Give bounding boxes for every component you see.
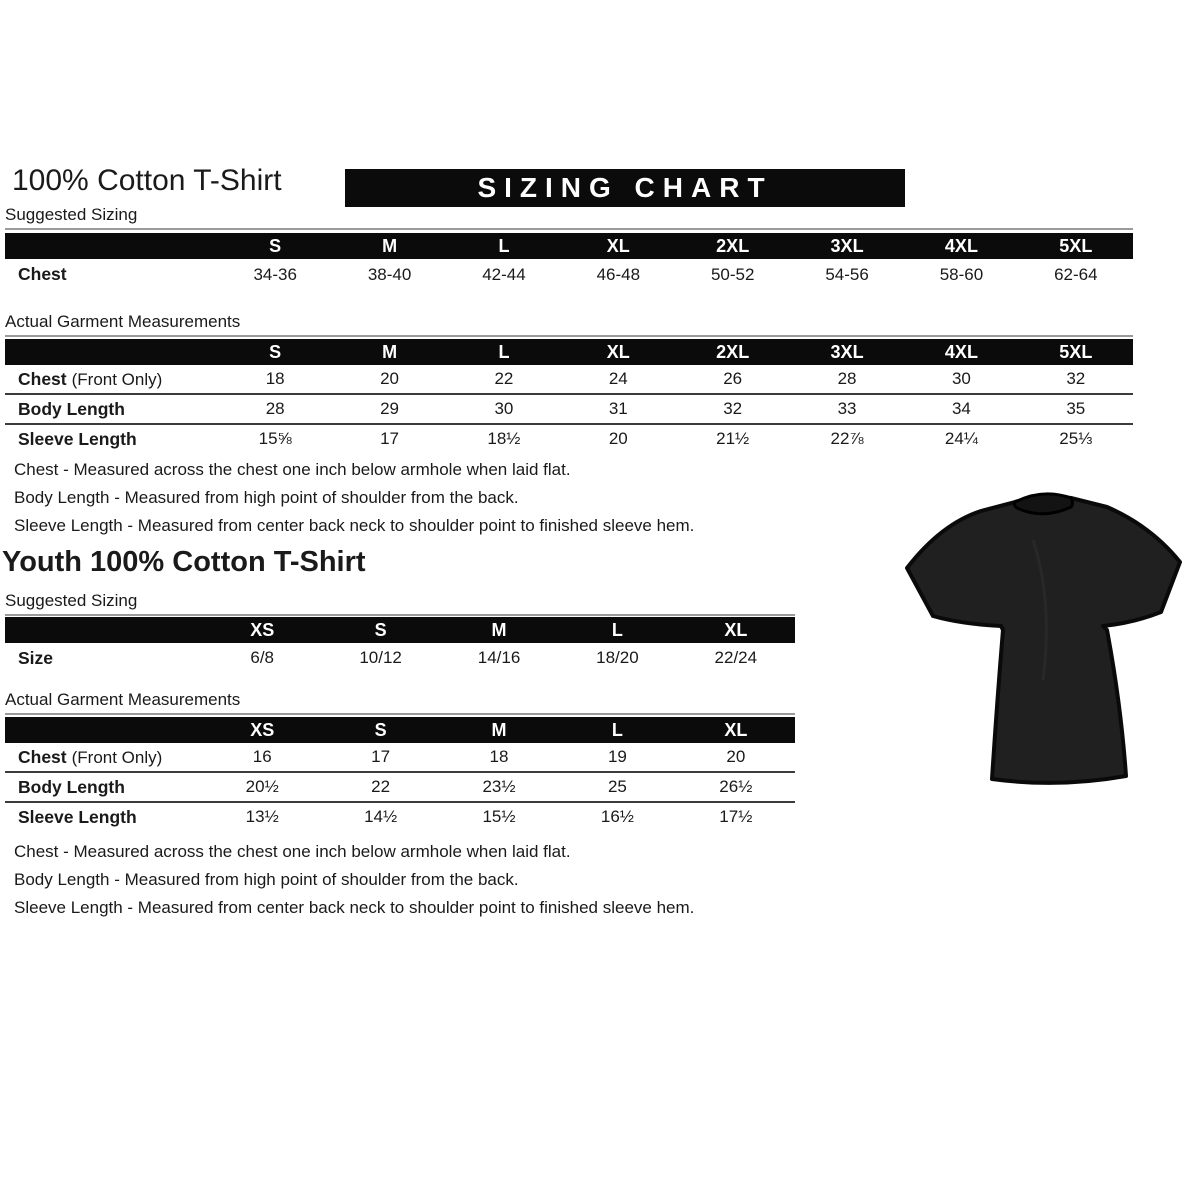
adult-actual-measurements-table <box>5 339 1133 453</box>
youth-actual-measurements-table <box>5 717 795 831</box>
column-header-xs: XS <box>250 719 275 740</box>
column-header-3xl: 3XL <box>830 341 864 362</box>
row-label: Size <box>18 647 54 668</box>
cell: 18 <box>265 369 285 388</box>
table-row-sleeve-length <box>5 425 1133 453</box>
table-row-chest <box>5 259 1133 290</box>
column-header-l: L <box>498 235 510 256</box>
column-header-xl: XL <box>606 341 630 362</box>
cell: 16½ <box>600 807 634 826</box>
cell: 17½ <box>719 807 753 826</box>
table-row-chest <box>5 365 1133 395</box>
note-body: Body Length - Measured from high point of shoulder from the back. <box>14 870 519 889</box>
cell: 15⅝ <box>258 429 292 448</box>
cell: 22 <box>371 777 391 796</box>
cell: 62-64 <box>1054 264 1098 284</box>
row-label: Sleeve Length <box>18 428 137 449</box>
cell: 28 <box>265 399 285 418</box>
cell: 42-44 <box>482 264 526 284</box>
cell: 29 <box>380 399 400 418</box>
row-label: Body Length <box>18 398 125 419</box>
row-label: Chest <box>18 264 67 284</box>
cell: 20 <box>726 747 746 766</box>
cell: 10/12 <box>359 648 402 667</box>
column-header-2xl: 2XL <box>716 235 750 256</box>
cell: 20 <box>380 369 400 388</box>
cell: 58-60 <box>939 264 984 284</box>
column-header-xs: XS <box>250 619 275 640</box>
column-header-m: M <box>382 235 398 256</box>
cell: 31 <box>608 399 628 418</box>
column-header-5xl: 5XL <box>1059 235 1093 256</box>
note-body: Body Length - Measured from high point of shoulder from the back. <box>14 488 519 507</box>
row-label: Sleeve Length <box>18 806 137 827</box>
cell: 22 <box>494 369 514 388</box>
cell: 26½ <box>719 777 753 796</box>
youth-suggested-sizing-table <box>5 617 795 673</box>
column-header-4xl: 4XL <box>944 341 978 362</box>
adult-suggested-sizing-table <box>5 233 1133 290</box>
cell: 28 <box>837 369 857 388</box>
column-header-2xl: 2XL <box>716 341 750 362</box>
cell: 33 <box>837 399 857 418</box>
cell: 19 <box>607 747 627 766</box>
cell: 26 <box>723 369 743 388</box>
column-header-xl: XL <box>724 619 748 640</box>
cell: 6/8 <box>250 648 275 667</box>
cell: 17 <box>371 747 391 766</box>
table-row-body-length <box>5 773 795 803</box>
cell: 54-56 <box>825 264 869 284</box>
column-header-s: S <box>269 235 282 256</box>
cell: 35 <box>1066 399 1086 418</box>
cell: 15½ <box>482 807 516 826</box>
tshirt-graphic <box>893 480 1195 810</box>
row-label: Chest (Front Only) <box>18 368 163 389</box>
column-header-m: M <box>491 719 507 740</box>
page-title: 100% Cotton T-Shirt <box>12 164 282 197</box>
cell: 13½ <box>245 807 279 826</box>
cell: 22/24 <box>714 648 758 667</box>
table-header-row <box>5 717 795 743</box>
cell: 18 <box>489 747 509 766</box>
cell: 32 <box>723 399 743 418</box>
tshirt-image <box>893 480 1195 810</box>
youth-actual-measurements-label: Actual Garment Measurements <box>5 690 795 715</box>
table-header-row <box>5 233 1133 259</box>
column-header-l: L <box>498 341 510 362</box>
adult-measurement-notes <box>14 456 694 540</box>
cell: 25 <box>607 777 627 796</box>
column-header-s: S <box>374 719 387 740</box>
cell: 14½ <box>364 807 398 826</box>
cell: 20½ <box>245 777 279 796</box>
cell: 16 <box>252 747 272 766</box>
cell: 20 <box>608 429 628 448</box>
row-label: Body Length <box>18 776 125 797</box>
column-header-xl: XL <box>724 719 748 740</box>
column-header-3xl: 3XL <box>830 235 864 256</box>
cell: 24 <box>608 369 628 388</box>
cell: 30 <box>494 399 514 418</box>
cell: 50-52 <box>710 264 755 284</box>
table-row-sleeve-length <box>5 803 795 831</box>
adult-suggested-sizing-label: Suggested Sizing <box>5 205 1133 230</box>
column-header-s: S <box>374 619 387 640</box>
column-header-l: L <box>611 719 623 740</box>
table-header-row <box>5 339 1133 365</box>
table-row-body-length <box>5 395 1133 425</box>
cell: 46-48 <box>596 264 641 284</box>
note-chest: Chest - Measured across the chest one inch below armhole when laid flat. <box>14 842 571 861</box>
cell: 14/16 <box>477 648 521 667</box>
cell: 23½ <box>482 777 516 796</box>
cell: 25⅓ <box>1059 429 1093 448</box>
cell: 22⅞ <box>830 429 864 448</box>
note-chest: Chest - Measured across the chest one inch below armhole when laid flat. <box>14 460 571 479</box>
column-header-m: M <box>382 341 398 362</box>
table-row-size <box>5 643 795 673</box>
sizing-chart-banner <box>345 169 905 207</box>
cell: 17 <box>380 429 400 448</box>
column-header-l: L <box>611 619 623 640</box>
note-sleeve: Sleeve Length - Measured from center back neck to shoulder point to finished sleeve hem. <box>14 516 695 535</box>
cell: 18/20 <box>596 648 639 667</box>
cell: 32 <box>1066 369 1086 388</box>
column-header-m: M <box>491 619 507 640</box>
cell: 30 <box>951 369 971 388</box>
cell: 24¼ <box>944 429 978 448</box>
note-sleeve: Sleeve Length - Measured from center back neck to shoulder point to finished sleeve hem. <box>14 898 695 917</box>
column-header-5xl: 5XL <box>1059 341 1093 362</box>
column-header-xl: XL <box>606 235 630 256</box>
cell: 21½ <box>716 429 750 448</box>
column-header-4xl: 4XL <box>944 235 978 256</box>
cell: 38-40 <box>367 264 412 284</box>
table-header-row <box>5 617 795 643</box>
cell: 34-36 <box>253 264 297 284</box>
youth-title: Youth 100% Cotton T-Shirt <box>2 546 366 578</box>
cell: 34 <box>951 399 971 418</box>
cell: 18½ <box>487 429 521 448</box>
column-header-s: S <box>269 341 282 362</box>
row-label: Chest (Front Only) <box>18 746 163 767</box>
youth-suggested-sizing-label: Suggested Sizing <box>5 591 795 616</box>
table-row-chest <box>5 743 795 773</box>
sizing-chart-banner-text: SIZING CHART <box>477 172 773 203</box>
youth-measurement-notes <box>14 838 694 922</box>
adult-actual-measurements-label: Actual Garment Measurements <box>5 312 1133 337</box>
